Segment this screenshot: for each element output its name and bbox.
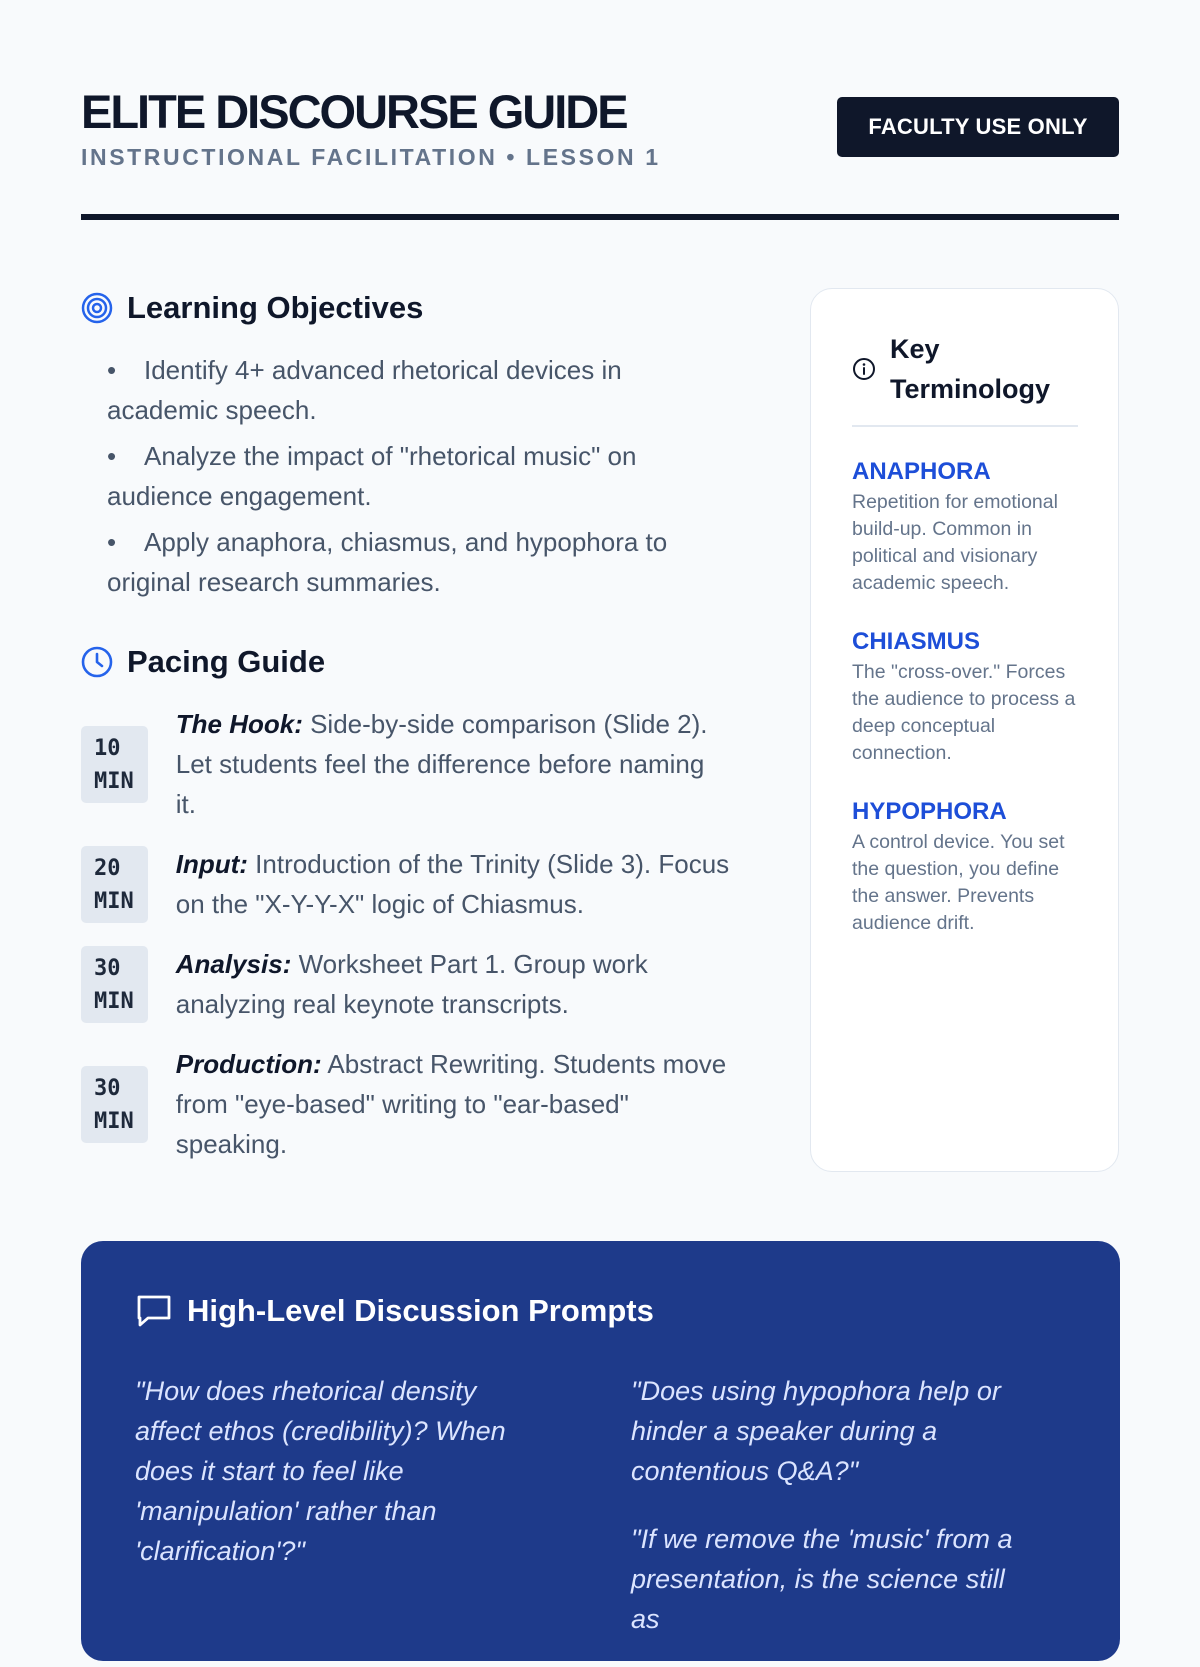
objectives-heading (81, 290, 731, 326)
faculty-use-badge: FACULTY USE ONLY (837, 97, 1119, 157)
time-badge: 30 MIN (81, 946, 148, 1023)
term-definition: The "cross-over." Forces the audience to process a deep conceptual connection. (852, 661, 1076, 764)
term-definition: A control device. You set the question, you define the answer. Prevents audience drift. (852, 831, 1065, 934)
pacing-heading-label: Pacing Guide (127, 644, 326, 679)
info-icon (852, 357, 876, 381)
objective-item (107, 522, 731, 602)
pacing-text: Worksheet Part 1. Group work analyzing real keynote transcripts. (175, 949, 648, 1019)
objective-item (107, 436, 731, 516)
pacing-row (81, 844, 731, 924)
objective-text: Identify 4+ advanced rhetorical devices in academic speech. (107, 355, 622, 425)
discussion-heading (135, 1293, 1066, 1329)
term-entry (852, 457, 1078, 597)
chat-bubble-icon (135, 1293, 173, 1329)
target-icon (81, 292, 113, 324)
pacing-row (81, 704, 731, 824)
pacing-description (176, 1044, 731, 1164)
pacing-description (176, 704, 731, 824)
pacing-label: The Hook: (175, 709, 303, 739)
prompts-left-column (135, 1371, 535, 1667)
bullet-icon: • (107, 441, 117, 471)
main-column (81, 290, 731, 1184)
time-badge: 10 MIN (81, 726, 148, 803)
pacing-text: Introduction of the Trinity (Slide 3). Focus on the "X-Y-Y-X" logic of Chiasmus. (175, 849, 730, 919)
clock-icon (81, 646, 113, 678)
discussion-heading-label: High-Level Discussion Prompts (187, 1293, 654, 1328)
time-badge: 20 MIN (81, 846, 148, 923)
bullet-icon: • (107, 355, 117, 385)
discussion-prompt: "Does using hypophora help or hinder a speaker during a contentious Q&A?" (631, 1376, 1001, 1486)
term-entry (852, 797, 1078, 937)
pacing-description (176, 944, 731, 1024)
term-name: ANAPHORA (852, 458, 991, 485)
pacing-description (176, 844, 731, 924)
header-divider (81, 214, 1119, 220)
objective-text: Analyze the impact of "rhetorical music" on audience engagement. (107, 441, 637, 511)
term-entry (852, 627, 1078, 767)
terminology-heading (852, 329, 1078, 427)
key-terminology-card (810, 288, 1119, 1172)
page-header (81, 84, 1119, 220)
pacing-label: Production: (175, 1049, 322, 1079)
pacing-label: Analysis: (175, 949, 292, 979)
objectives-heading-label: Learning Objectives (127, 290, 424, 325)
page-title: ELITE DISCOURSE GUIDE (81, 85, 627, 138)
term-name: HYPOPHORA (852, 798, 1007, 825)
term-name: CHIASMUS (852, 628, 981, 655)
pacing-text: Abstract Rewriting. Students move from "eye-based" writing to "ear-based" speaking. (175, 1049, 727, 1159)
prompts-grid (135, 1371, 1066, 1667)
discussion-prompt: "How does rhetorical density affect ethos (credibility)? When does it start to feel like 'manipulation' rather than 'clarification'?" (135, 1376, 506, 1566)
pacing-row (81, 1044, 731, 1164)
page-subtitle: INSTRUCTIONAL FACILITATION • LESSON 1 (81, 144, 661, 170)
term-definition: Repetition for emotional build-up. Common in political and visionary academic speech. (852, 491, 1058, 594)
pacing-label: Input: (175, 849, 248, 879)
discussion-prompts-panel (81, 1241, 1120, 1661)
objectives-list (81, 350, 731, 602)
prompts-right-column (631, 1371, 1031, 1667)
bullet-icon: • (107, 527, 117, 557)
objective-text: Apply anaphora, chiasmus, and hypophora to original research summaries. (107, 527, 668, 597)
objective-item (107, 350, 731, 430)
pacing-row (81, 944, 731, 1024)
pacing-text: Side-by-side comparison (Slide 2). Let students feel the difference before naming it. (175, 709, 708, 819)
discussion-prompt: "If we remove the 'music' from a presentation, is the science still as (631, 1524, 1013, 1634)
time-badge: 30 MIN (81, 1066, 148, 1143)
terms-list (852, 457, 1078, 937)
pacing-list (81, 704, 731, 1164)
terminology-heading-label: Key Terminology (890, 334, 1051, 404)
pacing-heading (81, 644, 731, 680)
